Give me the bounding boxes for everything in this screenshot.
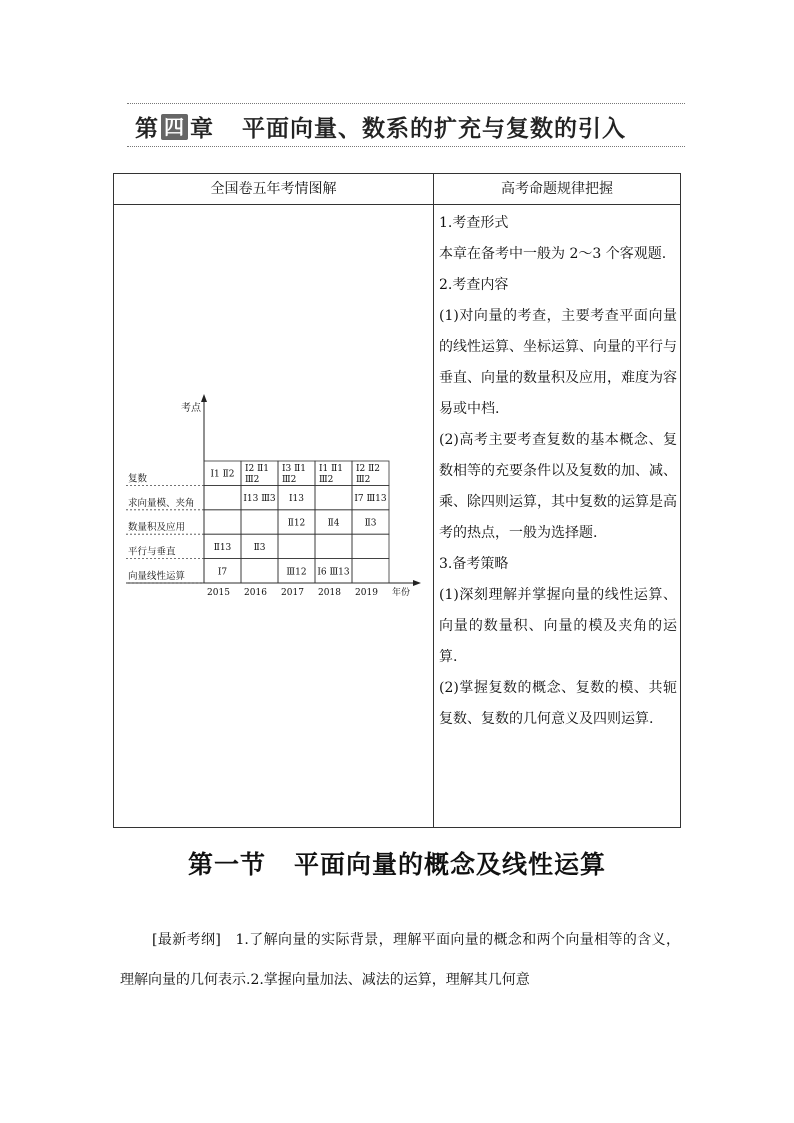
chapter-prefix: 第 (135, 116, 159, 142)
analysis-text-complex: (2)高考主要考查复数的基本概念、复数相等的充要条件以及复数的加、减、乘、除四则运算，其中复数的运算是高考的热点，一般为选择题. (439, 432, 677, 541)
cell-value: Ⅲ2 (319, 475, 334, 485)
grid-cell (204, 485, 241, 509)
x-axis-label: 年份 (392, 588, 411, 598)
table-header-right: 高考命题规律把握 (501, 181, 613, 197)
cell-value: Ⅱ13 (213, 542, 232, 553)
cell-value: Ⅲ2 (356, 475, 371, 485)
cell-value: Ⅲ2 (245, 475, 260, 485)
analysis-text-vector: (1)对向量的考查，主要考查平面向量的线性运算、坐标运算、向量的平行与垂直、向量的数量积及应用，难度为容易或中档. (439, 308, 677, 417)
y-axis-label: 考点 (181, 403, 201, 414)
topic-label: 平行与垂直 (128, 546, 176, 558)
chapter-topic: 平面向量、数系的扩充与复数的引入 (242, 116, 626, 142)
analysis-heading-strategy: 3.备考策略 (439, 556, 509, 572)
year-tick-label: 2015 (207, 588, 230, 598)
cell-value: Ⅰ2 Ⅱ1 (245, 464, 269, 474)
cell-value: Ⅱ3 (364, 518, 377, 529)
analysis-strategy-complex: (2)掌握复数的概念、复数的模、共轭复数、复数的几何意义及四则运算. (439, 680, 677, 727)
cell-value: Ⅱ4 (327, 518, 340, 529)
y-axis-arrow (201, 394, 207, 402)
year-tick-label: 2018 (318, 588, 341, 598)
section-subtitle: 平面向量的概念及线性运算 (294, 850, 607, 879)
grid-cell (241, 510, 278, 534)
cell-value: Ⅰ7 (217, 567, 228, 578)
section-number: 第一节 (187, 850, 266, 879)
grid-cell (278, 534, 315, 558)
cell-value: Ⅲ12 (286, 567, 307, 578)
cell-value: Ⅱ3 (253, 542, 266, 553)
grid-cell (241, 559, 278, 583)
grid-cell (204, 510, 241, 534)
syllabus-paragraph: [最新考纲] 1.了解向量的实际背景，理解平面向量的概念和两个向量相等的含义，理解向量的几何表示.2.掌握向量加法、减法的运算，理解其几何意 (120, 932, 680, 988)
analysis-heading-content: 2.考查内容 (439, 277, 509, 293)
exam-analysis-table (113, 173, 681, 828)
analysis-text-form: 本章在备考中一般为 2～3 个客观题. (439, 246, 667, 262)
section-title (0, 845, 794, 881)
cell-value: Ⅰ13 (288, 494, 305, 505)
cell-value: Ⅰ2 Ⅱ2 (356, 464, 380, 474)
grid-cell (315, 485, 352, 509)
year-tick-label: 2017 (281, 588, 304, 598)
chapter-title (135, 110, 626, 143)
cell-value: Ⅱ12 (287, 518, 306, 529)
grid-cell (315, 534, 352, 558)
table-column-divider (433, 174, 434, 827)
table-header-left: 全国卷五年考情图解 (210, 181, 337, 197)
analysis-column (439, 208, 677, 735)
topic-label: 复数 (128, 473, 148, 485)
analysis-strategy-vector: (1)深刻理解并掌握向量的线性运算、向量的数量积、向量的模及夹角的运算. (439, 587, 677, 665)
grid-cell (352, 534, 389, 558)
x-axis-arrow (413, 580, 421, 586)
topic-label: 求向量模、夹角 (128, 497, 195, 509)
analysis-heading-form: 1.考查形式 (439, 215, 509, 231)
topic-label: 数量积及应用 (128, 522, 186, 534)
topic-label: 向量线性运算 (128, 571, 186, 582)
year-tick-label: 2016 (244, 588, 267, 598)
year-tick-label: 2019 (355, 588, 378, 598)
cell-value: Ⅰ1 Ⅱ2 (210, 469, 235, 480)
exam-topic-year-chart (114, 204, 433, 827)
cell-value: Ⅰ7 Ⅲ13 (354, 494, 387, 505)
cell-value: Ⅰ1 Ⅱ1 (319, 464, 343, 474)
cell-value: Ⅰ3 Ⅱ1 (282, 464, 306, 474)
cell-value: Ⅰ13 Ⅲ3 (243, 494, 276, 505)
chapter-number-badge: 四 (161, 114, 188, 140)
chapter-header (127, 103, 685, 147)
cell-value: Ⅲ2 (282, 475, 297, 485)
chapter-suffix: 章 (190, 116, 214, 142)
grid-cell (352, 559, 389, 583)
cell-value: Ⅰ6 Ⅲ13 (317, 567, 350, 578)
